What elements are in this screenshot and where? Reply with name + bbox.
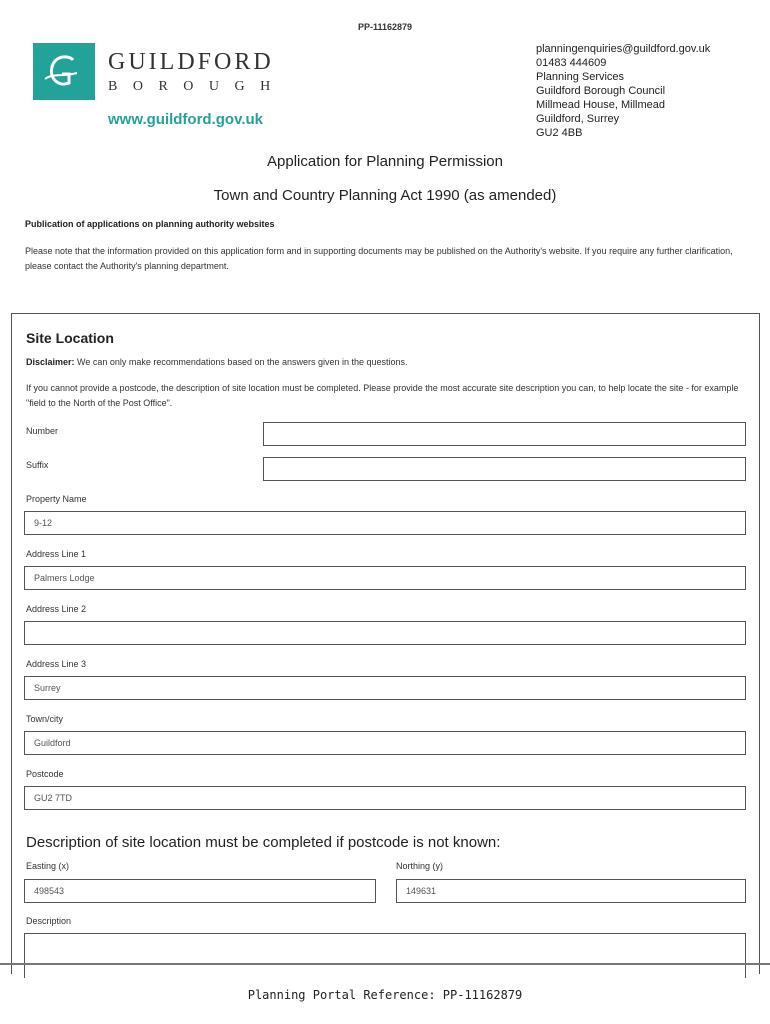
footer-reference: Planning Portal Reference: PP-11162879 [247, 988, 523, 1002]
property-name-label: Property Name [26, 494, 87, 504]
easting-field[interactable]: 498543 [24, 879, 376, 903]
address-line-1-label: Address Line 1 [26, 549, 87, 559]
logo-wordmark-sub: BOROUGH [108, 79, 286, 94]
publication-text: Please note that the information provided on this application form and in supporting documents may be published on the Authority's website. If you require any further clarification, please contact the Authority's planning department. [25, 246, 733, 271]
northing-field[interactable]: 149631 [396, 879, 746, 903]
town-label: Town/city [26, 714, 64, 724]
contact-email[interactable]: planningenquiries@guildford.gov.uk [536, 43, 711, 55]
disclaimer-label: Disclaimer: [26, 357, 75, 367]
address-line-2-field[interactable] [24, 621, 746, 645]
number-label: Number [26, 426, 59, 436]
contact-line: Millmead House, Millmead [536, 99, 665, 111]
page-divider [0, 963, 770, 965]
address-line-3-label: Address Line 3 [26, 659, 87, 669]
disclaimer [26, 357, 408, 367]
form-act: Town and Country Planning Act 1990 (as amended) [213, 187, 557, 204]
contact-line: Guildford, Surrey [536, 113, 620, 125]
postcode-label: Postcode [26, 769, 64, 779]
instructions: If you cannot provide a postcode, the description of site location must be completed. Please provide the most accurate site description you can, to help locate the site - for example "field to the North of the Post Office". [26, 383, 739, 408]
disclaimer-text: We can only make recommendations based on the answers given in the questions. [74, 357, 408, 367]
contact-line: Planning Services [536, 71, 625, 83]
description-heading: Description of site location must be completed if postcode is not known: [26, 834, 501, 851]
address-line-1-field[interactable]: Palmers Lodge [24, 566, 746, 590]
website-link[interactable]: www.guildford.gov.uk [108, 111, 263, 128]
northing-label: Northing (y) [396, 861, 444, 871]
easting-label: Easting (x) [26, 861, 70, 871]
property-name-field[interactable]: 9-12 [24, 511, 746, 535]
site-location-section [11, 313, 760, 974]
form-title: Application for Planning Permission [267, 153, 503, 170]
address-line-2-label: Address Line 2 [26, 604, 87, 614]
section-title: Site Location [26, 330, 114, 346]
contact-block [536, 42, 710, 140]
guildford-logo-icon [33, 43, 95, 100]
publication-title: Publication of applications on planning authority websites [25, 219, 275, 229]
logo-wordmark: GUILDFORD [108, 49, 274, 75]
postcode-field[interactable]: GU2 7TD [24, 786, 746, 810]
contact-phone: 01483 444609 [536, 57, 607, 69]
suffix-label: Suffix [26, 460, 49, 470]
top-reference: PP-11162879 [357, 22, 413, 32]
contact-line: GU2 4BB [536, 127, 583, 139]
town-field[interactable]: Guildford [24, 731, 746, 755]
suffix-field[interactable] [263, 457, 746, 481]
number-field[interactable] [263, 422, 746, 446]
description-label: Description [26, 916, 72, 926]
address-line-3-field[interactable]: Surrey [24, 676, 746, 700]
description-field[interactable] [24, 933, 746, 978]
contact-line: Guildford Borough Council [536, 85, 666, 97]
